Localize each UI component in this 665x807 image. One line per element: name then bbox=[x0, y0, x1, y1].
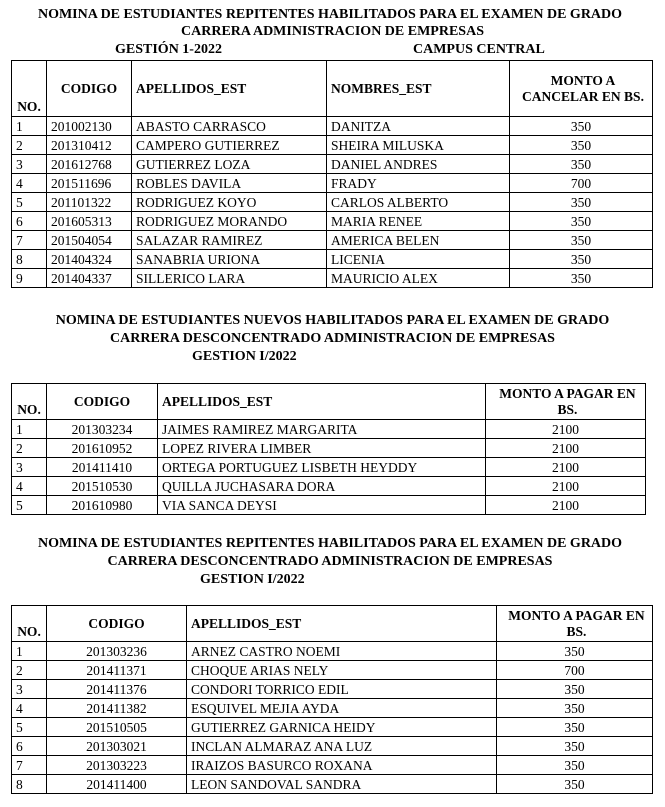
cell-codigo: 201411371 bbox=[47, 661, 187, 680]
col-header-monto: MONTO A CANCELAR EN BS. bbox=[510, 61, 653, 117]
table-row bbox=[12, 155, 653, 174]
cell-apellidos: RODRIGUEZ KOYO bbox=[132, 193, 327, 212]
cell-apellidos: ORTEGA PORTUGUEZ LISBETH HEYDDY bbox=[158, 458, 486, 477]
cell-monto: 350 bbox=[497, 642, 653, 661]
table-row bbox=[12, 269, 653, 288]
cell-codigo: 201411410 bbox=[47, 458, 158, 477]
table-row bbox=[12, 117, 653, 136]
cell-monto: 350 bbox=[510, 193, 653, 212]
table-row bbox=[12, 212, 653, 231]
cell-codigo: 201404324 bbox=[47, 250, 132, 269]
cell-apellidos: IRAIZOS BASURCO ROXANA bbox=[187, 756, 497, 775]
cell-codigo: 201610952 bbox=[47, 439, 158, 458]
cell-monto: 2100 bbox=[486, 477, 646, 496]
cell-no: 8 bbox=[12, 775, 47, 794]
col-header-monto: MONTO A PAGAR EN BS. bbox=[497, 606, 653, 642]
cell-codigo: 201605313 bbox=[47, 212, 132, 231]
cell-no: 3 bbox=[12, 680, 47, 699]
table-row bbox=[12, 174, 653, 193]
cell-nombres: DANIEL ANDRES bbox=[327, 155, 510, 174]
table-row bbox=[12, 756, 653, 775]
table-row bbox=[12, 477, 646, 496]
cell-apellidos: ARNEZ CASTRO NOEMI bbox=[187, 642, 497, 661]
table-row bbox=[12, 250, 653, 269]
cell-nombres: DANITZA bbox=[327, 117, 510, 136]
cell-nombres: AMERICA BELEN bbox=[327, 231, 510, 250]
table-row bbox=[12, 661, 653, 680]
cell-no: 1 bbox=[12, 642, 47, 661]
cell-no: 9 bbox=[12, 269, 47, 288]
col-header-no: NO. bbox=[12, 606, 47, 642]
cell-apellidos: JAIMES RAMIREZ MARGARITA bbox=[158, 420, 486, 439]
cell-codigo: 201612768 bbox=[47, 155, 132, 174]
cell-monto: 350 bbox=[497, 680, 653, 699]
col-header-no: NO. bbox=[12, 61, 47, 117]
cell-monto: 350 bbox=[510, 155, 653, 174]
cell-codigo: 201510530 bbox=[47, 477, 158, 496]
cell-monto: 350 bbox=[497, 718, 653, 737]
cell-apellidos: SILLERICO LARA bbox=[132, 269, 327, 288]
cell-apellidos: ABASTO CARRASCO bbox=[132, 117, 327, 136]
cell-codigo: 201101322 bbox=[47, 193, 132, 212]
cell-no: 4 bbox=[12, 477, 47, 496]
table-row bbox=[12, 775, 653, 794]
table-repitentes-central bbox=[11, 60, 653, 288]
cell-apellidos: CHOQUE ARIAS NELY bbox=[187, 661, 497, 680]
table-row bbox=[12, 699, 653, 718]
section1-campus: CAMPUS CENTRAL bbox=[413, 42, 545, 57]
col-header-codigo: CODIGO bbox=[47, 61, 132, 117]
cell-codigo: 201411376 bbox=[47, 680, 187, 699]
cell-apellidos: SALAZAR RAMIREZ bbox=[132, 231, 327, 250]
col-header-codigo: CODIGO bbox=[47, 606, 187, 642]
cell-codigo: 201510505 bbox=[47, 718, 187, 737]
cell-no: 1 bbox=[12, 117, 47, 136]
table-row bbox=[12, 496, 646, 515]
section1-gestion: GESTIÓN 1-2022 bbox=[115, 42, 222, 57]
table-row bbox=[12, 193, 653, 212]
table-row bbox=[12, 231, 653, 250]
col-header-codigo: CODIGO bbox=[47, 384, 158, 420]
cell-codigo: 201504054 bbox=[47, 231, 132, 250]
cell-codigo: 201310412 bbox=[47, 136, 132, 155]
cell-monto: 350 bbox=[510, 250, 653, 269]
cell-monto: 350 bbox=[510, 269, 653, 288]
cell-apellidos: RODRIGUEZ MORANDO bbox=[132, 212, 327, 231]
cell-apellidos: LEON SANDOVAL SANDRA bbox=[187, 775, 497, 794]
cell-monto: 2100 bbox=[486, 496, 646, 515]
cell-monto: 350 bbox=[497, 699, 653, 718]
cell-no: 2 bbox=[12, 661, 47, 680]
cell-no: 6 bbox=[12, 737, 47, 756]
col-header-no: NO. bbox=[12, 384, 47, 420]
cell-monto: 350 bbox=[510, 136, 653, 155]
cell-monto: 350 bbox=[510, 231, 653, 250]
cell-nombres: MARIA RENEE bbox=[327, 212, 510, 231]
cell-apellidos: LOPEZ RIVERA LIMBER bbox=[158, 439, 486, 458]
cell-monto: 700 bbox=[497, 661, 653, 680]
section2-subtitle: CARRERA DESCONCENTRADO ADMINISTRACION DE EMPRESAS bbox=[110, 331, 555, 346]
section3-subtitle: CARRERA DESCONCENTRADO ADMINISTRACION DE EMPRESAS bbox=[107, 554, 553, 569]
table-row bbox=[12, 737, 653, 756]
table-repitentes-desconcentrado bbox=[11, 605, 653, 794]
cell-apellidos: ESQUIVEL MEJIA AYDA bbox=[187, 699, 497, 718]
cell-apellidos: GUTIERREZ GARNICA HEIDY bbox=[187, 718, 497, 737]
cell-no: 8 bbox=[12, 250, 47, 269]
cell-apellidos: CONDORI TORRICO EDIL bbox=[187, 680, 497, 699]
section1-title: NOMINA DE ESTUDIANTES REPITENTES HABILITADOS PARA EL EXAMEN DE GRADO bbox=[37, 7, 623, 22]
cell-apellidos: INCLAN ALMARAZ ANA LUZ bbox=[187, 737, 497, 756]
section3-title: NOMINA DE ESTUDIANTES REPITENTES HABILITADOS PARA EL EXAMEN DE GRADO bbox=[37, 536, 623, 551]
cell-apellidos: QUILLA JUCHASARA DORA bbox=[158, 477, 486, 496]
cell-nombres: MAURICIO ALEX bbox=[327, 269, 510, 288]
cell-nombres: LICENIA bbox=[327, 250, 510, 269]
cell-codigo: 201404337 bbox=[47, 269, 132, 288]
cell-no: 1 bbox=[12, 420, 47, 439]
cell-no: 5 bbox=[12, 496, 47, 515]
cell-codigo: 201303234 bbox=[47, 420, 158, 439]
cell-nombres: FRADY bbox=[327, 174, 510, 193]
cell-codigo: 201002130 bbox=[47, 117, 132, 136]
cell-no: 2 bbox=[12, 439, 47, 458]
cell-monto: 700 bbox=[510, 174, 653, 193]
cell-codigo: 201411400 bbox=[47, 775, 187, 794]
cell-codigo: 201303021 bbox=[47, 737, 187, 756]
table-row bbox=[12, 642, 653, 661]
cell-nombres: SHEIRA MILUSKA bbox=[327, 136, 510, 155]
cell-monto: 350 bbox=[510, 117, 653, 136]
col-header-apellidos: APELLIDOS_EST bbox=[187, 606, 497, 642]
cell-monto: 2100 bbox=[486, 420, 646, 439]
cell-no: 6 bbox=[12, 212, 47, 231]
cell-apellidos: GUTIERREZ LOZA bbox=[132, 155, 327, 174]
cell-monto: 2100 bbox=[486, 458, 646, 477]
cell-no: 3 bbox=[12, 155, 47, 174]
table-row bbox=[12, 718, 653, 737]
table-row bbox=[12, 458, 646, 477]
col-header-nombres: NOMBRES_EST bbox=[327, 61, 510, 117]
cell-apellidos: CAMPERO GUTIERREZ bbox=[132, 136, 327, 155]
section3-gestion: GESTION I/2022 bbox=[200, 572, 305, 587]
cell-apellidos: VIA SANCA DEYSI bbox=[158, 496, 486, 515]
cell-no: 3 bbox=[12, 458, 47, 477]
cell-codigo: 201511696 bbox=[47, 174, 132, 193]
cell-apellidos: SANABRIA URIONA bbox=[132, 250, 327, 269]
cell-codigo: 201411382 bbox=[47, 699, 187, 718]
cell-codigo: 201610980 bbox=[47, 496, 158, 515]
table-row bbox=[12, 439, 646, 458]
col-header-apellidos: APELLIDOS_EST bbox=[158, 384, 486, 420]
table-row bbox=[12, 680, 653, 699]
col-header-apellidos: APELLIDOS_EST bbox=[132, 61, 327, 117]
cell-nombres: CARLOS ALBERTO bbox=[327, 193, 510, 212]
cell-no: 2 bbox=[12, 136, 47, 155]
cell-no: 4 bbox=[12, 699, 47, 718]
cell-codigo: 201303236 bbox=[47, 642, 187, 661]
cell-no: 7 bbox=[12, 756, 47, 775]
cell-no: 4 bbox=[12, 174, 47, 193]
table-nuevos bbox=[11, 383, 646, 515]
cell-monto: 2100 bbox=[486, 439, 646, 458]
cell-no: 5 bbox=[12, 193, 47, 212]
section1-subtitle: CARRERA ADMINISTRACION DE EMPRESAS bbox=[181, 24, 484, 39]
cell-apellidos: ROBLES DAVILA bbox=[132, 174, 327, 193]
table-row bbox=[12, 420, 646, 439]
cell-no: 5 bbox=[12, 718, 47, 737]
cell-codigo: 201303223 bbox=[47, 756, 187, 775]
cell-no: 7 bbox=[12, 231, 47, 250]
cell-monto: 350 bbox=[497, 775, 653, 794]
cell-monto: 350 bbox=[497, 756, 653, 775]
cell-monto: 350 bbox=[497, 737, 653, 756]
cell-monto: 350 bbox=[510, 212, 653, 231]
col-header-monto: MONTO A PAGAR EN BS. bbox=[486, 384, 646, 420]
section2-gestion: GESTION I/2022 bbox=[192, 349, 297, 364]
section2-title: NOMINA DE ESTUDIANTES NUEVOS HABILITADOS PARA EL EXAMEN DE GRADO bbox=[55, 313, 610, 328]
table-row bbox=[12, 136, 653, 155]
